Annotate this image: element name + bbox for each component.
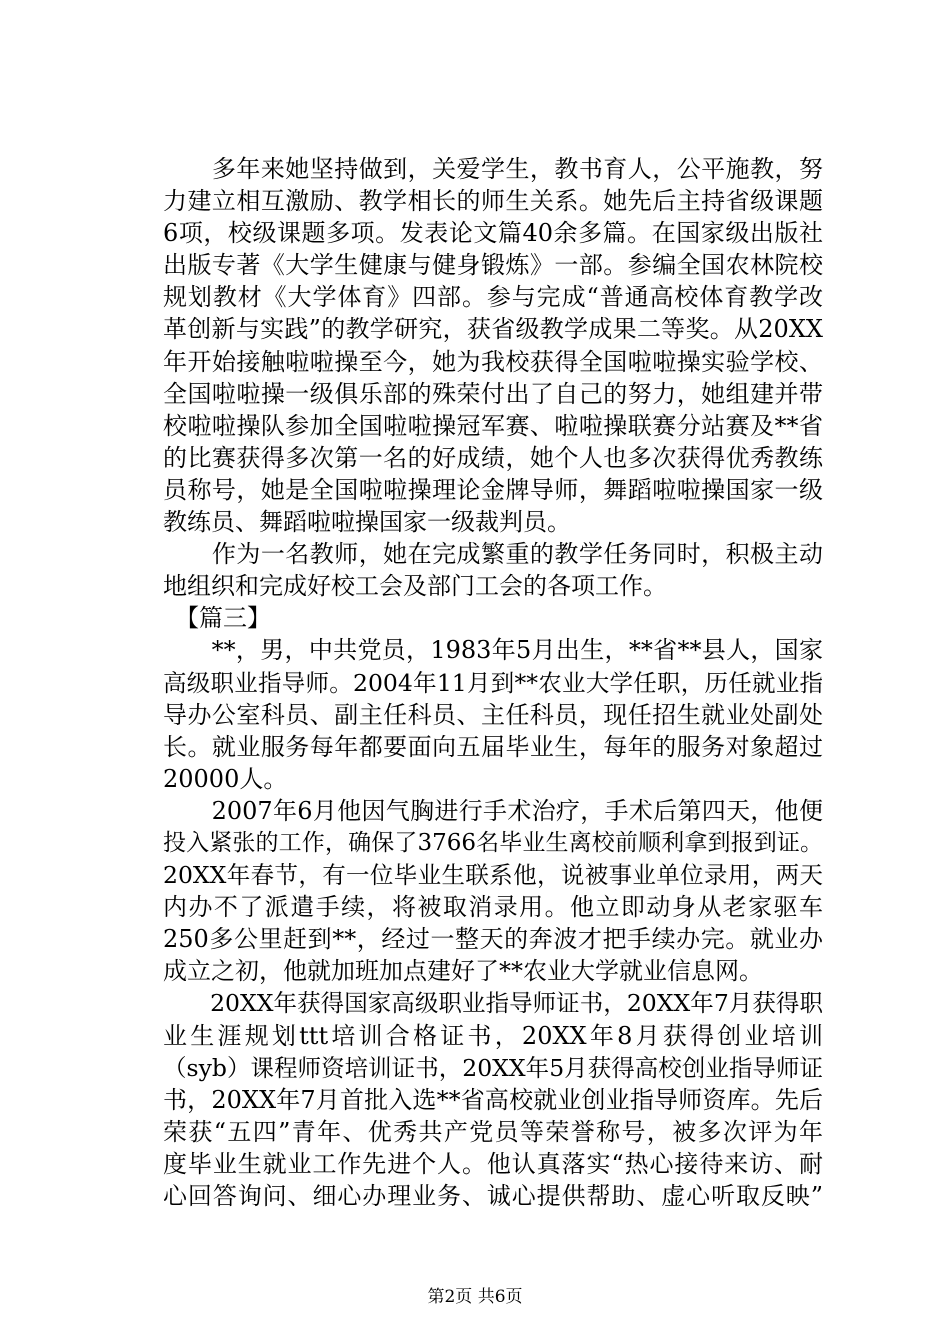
section-heading: 【篇三】 (163, 604, 271, 633)
text-line: 心回答询问、细心办理业务、诚心提供帮助、虚心听取反映” (163, 1182, 823, 1210)
text-line: 20XX年获得国家高级职业指导师证书，20XX年7月获得职 (163, 989, 823, 1018)
text-line: 导办公室科员、副主任科员、主任科员，现任招生就业处副处 (163, 700, 823, 729)
text-line: 250多公里赶到**，经过一整天的奔波才把手续办完。就业办 (163, 925, 823, 954)
text-line: 地组织和完成好校工会及部门工会的各项工作。 (163, 572, 667, 601)
text-line: 2007年6月他因气胸进行手术治疗，手术后第四天，他便 (163, 796, 823, 825)
text-line: 出版专著《大学生健康与健身锻炼》一部。参编全国农林院校 (163, 251, 823, 280)
text-line: 长。就业服务每年都要面向五届毕业生，每年的服务对象超过 (163, 732, 823, 761)
text-line: 6项，校级课题多项。发表论文篇40余多篇。在国家级出版社 (163, 219, 823, 248)
text-line: 教练员、舞蹈啦啦操国家一级裁判员。 (163, 508, 571, 537)
text-line: 年开始接触啦啦操至今，她为我校获得全国啦啦操实验学校、 (163, 347, 823, 376)
text-line: 校啦啦操队参加全国啦啦操冠军赛、啦啦操联赛分站赛及**省 (163, 411, 823, 440)
text-line: 高级职业指导师。2004年11月到**农业大学任职，历任就业指 (163, 668, 823, 697)
text-line: 业生涯规划ttt培训合格证书，20XX年8月获得创业培训 (163, 1021, 823, 1050)
text-line: 的比赛获得多次第一名的好成绩，她个人也多次获得优秀教练 (163, 443, 823, 472)
text-line: 内办不了派遣手续，将被取消录用。他立即动身从老家驱车 (163, 893, 823, 922)
text-line: 革创新与实践”的教学研究，获省级教学成果二等奖。从20XX (163, 315, 823, 344)
text-line: 20000人。 (163, 764, 288, 793)
text-line: 全国啦啦操一级俱乐部的殊荣付出了自己的努力，她组建并带 (163, 379, 823, 408)
text-line: 规划教材《大学体育》四部。参与完成“普通高校体育教学改 (163, 283, 823, 312)
text-line: 作为一名教师，她在完成繁重的教学任务同时，积极主动 (163, 540, 823, 569)
text-line: 投入紧张的工作，确保了3766名毕业生离校前顺利拿到报到证。 (163, 829, 823, 856)
text-line: （syb）课程师资培训证书，20XX年5月获得高校创业指导师证 (163, 1053, 823, 1082)
text-line: 力建立相互激励、教学相长的师生关系。她先后主持省级课题 (163, 187, 823, 216)
text-line: 员称号，她是全国啦啦操理论金牌导师，舞蹈啦啦操国家一级 (163, 475, 823, 504)
body-text (163, 153, 823, 1212)
text-line: 20XX年春节，有一位毕业生联系他，说被事业单位录用，两天 (163, 861, 823, 890)
text-line: **，男，中共党员，1983年5月出生，**省**县人，国家 (163, 636, 823, 665)
page-number-footer: 第2页 共6页 (427, 1287, 523, 1307)
text-line: 成立之初，他就加班加点建好了**农业大学就业信息网。 (163, 957, 763, 986)
text-line: 多年来她坚持做到，关爱学生，教书育人，公平施教，努 (163, 155, 823, 183)
text-line: 荣获“五四”青年、优秀共产党员等荣誉称号，被多次评为年 (163, 1117, 823, 1146)
text-line: 书，20XX年7月首批入选**省高校就业创业指导师资库。先后 (163, 1085, 823, 1114)
text-line: 度毕业生就业工作先进个人。他认真落实“热心接待来访、耐 (163, 1149, 823, 1178)
